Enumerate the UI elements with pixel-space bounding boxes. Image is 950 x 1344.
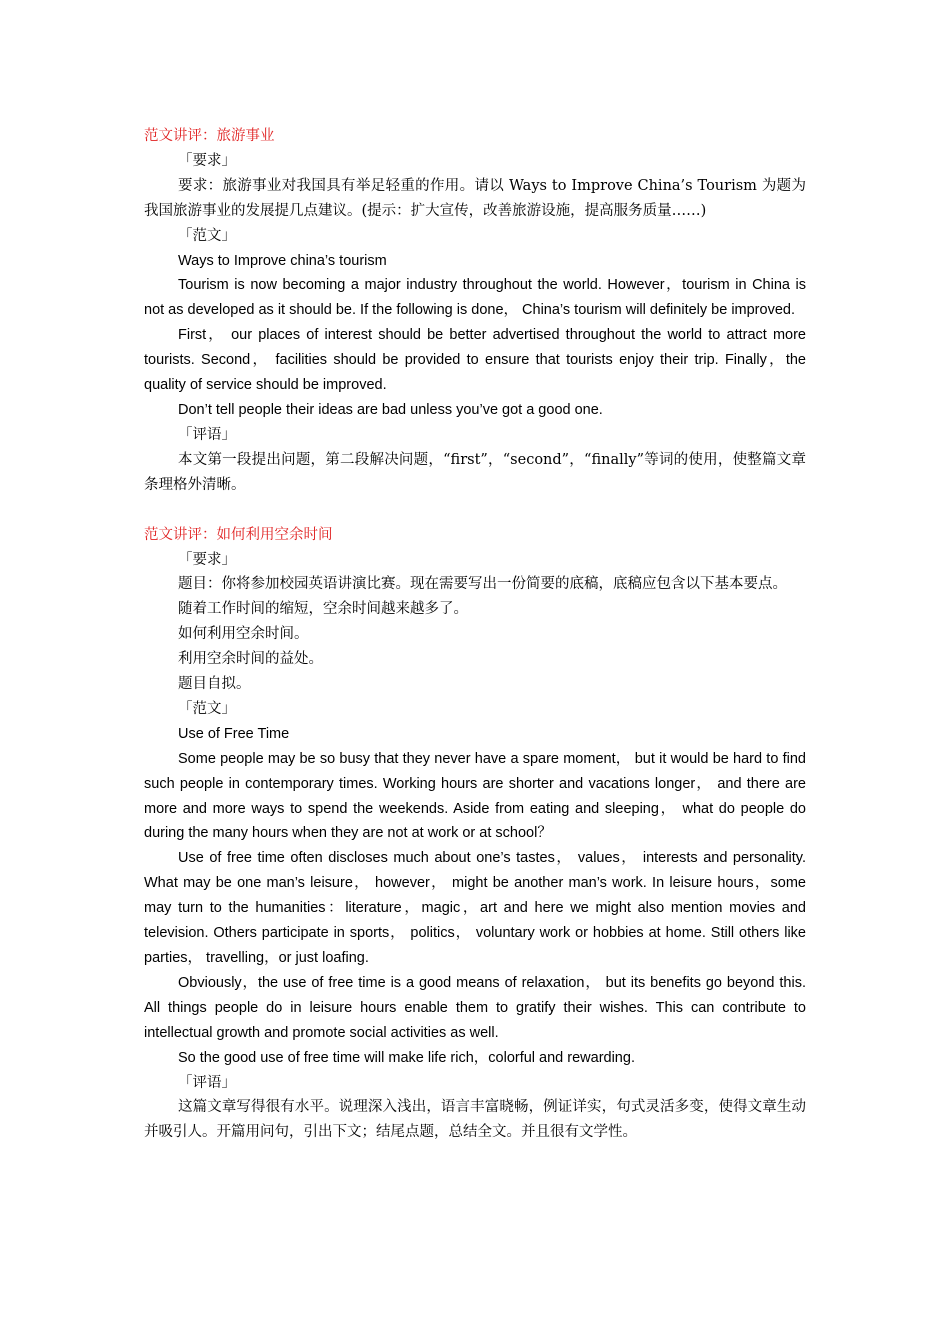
requirement-text: 要求：旅游事业对我国具有举足轻重的作用。请以 Ways to Improve China’s Tourism 为题为我国旅游事业的发展提几点建议。(提示：扩大宣传，改善旅游设施，提高服务质量……) [144,177,806,219]
section-label: 「评语」 [178,1074,236,1091]
section-label: 「要求」 [178,551,236,568]
section-title: 范文讲评：旅游事业 [144,128,275,144]
essay-paragraph: Obviously，the use of free time is a good means of relaxation， but its benefits go beyond this. All things people do in leisure hours enable them to gratify their wishes. This can contribute to intellectual growth and promote social activities as well. [144,974,806,1041]
section-label: 「评语」 [178,426,236,443]
essay-title: Ways to Improve china’s tourism [178,252,387,269]
section-label: 「范文」 [178,227,236,244]
essay-paragraph: So the good use of free time will make life rich，colorful and rewarding. [178,1049,635,1066]
section-spacer [144,498,806,523]
section-label: 「范文」 [178,700,236,717]
requirement-point: 题目自拟。 [178,676,251,693]
essay-paragraph: Use of free time often discloses much about one’s tastes， values， interests and personality. What may be one man’s leisure， however， might be another man’s work. In leisure hours，some may turn to the humanities：literature，magic，art and here we might also mention movies and television. Others participate in sports， politics， voluntary work or hobbies at home. Still others like parties， travelling，or just loafing. [144,850,806,966]
section-title: 范文讲评：如何利用空余时间 [144,526,333,543]
essay-paragraph: Don’t tell people their ideas are bad unless you’ve got a good one. [178,401,603,418]
comment-text: 本文第一段提出问题，第二段解决问题，“first”，“second”，“finally”等词的使用，使整篇文章条理格外清晰。 [144,451,806,493]
requirement-point: 利用空余时间的益处。 [178,651,323,668]
document-body [144,124,806,1145]
requirement-point: 随着工作时间的缩短，空余时间越来越多了。 [178,601,468,618]
requirement-text: 题目：你将参加校园英语讲演比赛。现在需要写出一份简要的底稿，底稿应包含以下基本要点。 [178,576,787,593]
essay-paragraph: First， our places of interest should be better advertised throughout the world to attract more tourists. Second， facilities should be provided to ensure that tourists enjoy their trip. Finally，the quality of service should be improved. [144,327,806,394]
requirement-point: 如何利用空余时间。 [178,626,309,643]
essay-paragraph: Tourism is now becoming a major industry throughout the world. However，tourism in China is not as developed as it should be. If the following is done， China’s tourism will definitely be improved. [144,277,806,319]
essay-paragraph: Some people may be so busy that they never have a spare moment， but it would be hard to find such people in contemporary times. Working hours are shorter and vacations longer， and there are more and more ways to spend the weekends. Aside from eating and sleeping， what do people do during the many hours when they are not at work or at school？ [144,750,806,842]
section-label: 「要求」 [178,152,236,169]
comment-text: 这篇文章写得很有水平。说理深入浅出，语言丰富晓畅，例证详实，句式灵活多变，使得文章生动并吸引人。开篇用问句，引出下文；结尾点题，总结全文。并且很有文学性。 [144,1099,806,1141]
essay-title: Use of Free Time [178,725,290,742]
